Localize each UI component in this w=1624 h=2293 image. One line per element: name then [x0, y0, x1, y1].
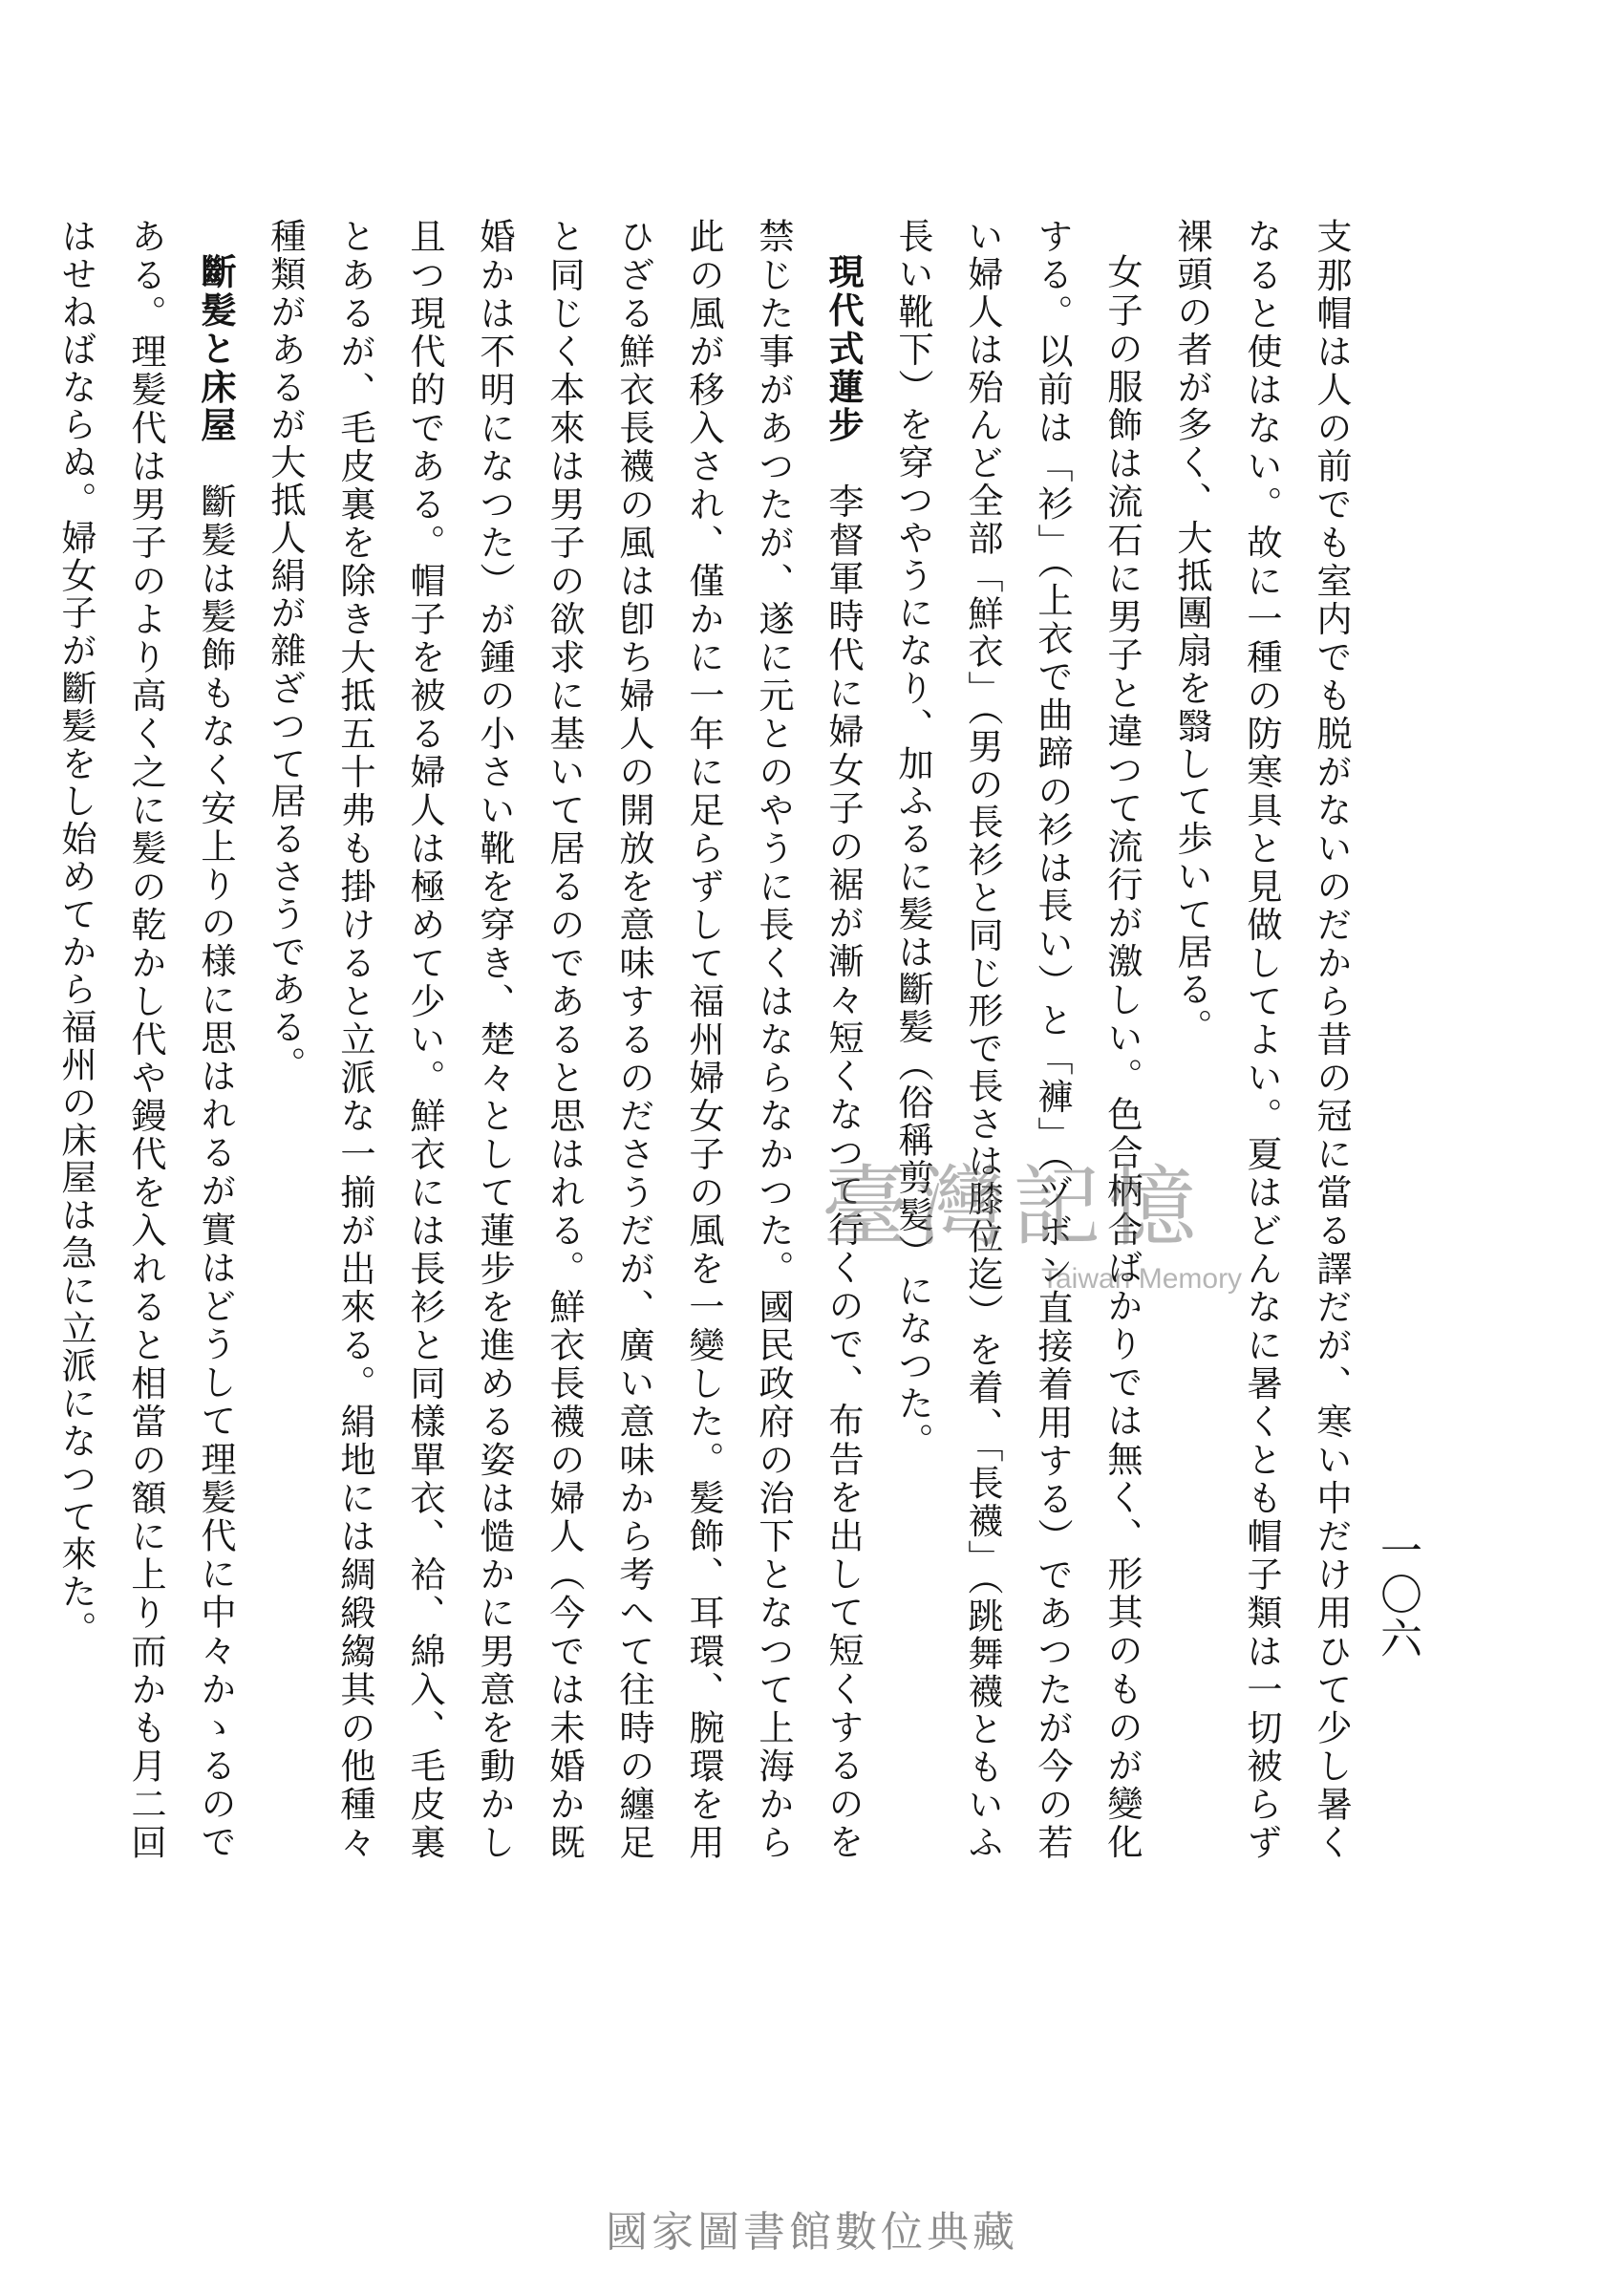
paragraph: 女子の服飾は流石に男子と違つて流行が激しい。色合柄合ばかりでは無く、形其のものが變化する。以前は「衫」（上衣で曲蹄の衫は長い）と「褲」（ヅボン直接着用する）であつたが今の若い婦人は殆んど全部「鮮衣」（男の長衫と同じ形で長さは膝位迄）を着、「長襪」（跳舞襪ともいふ長い靴下）を穿つやうになり、加ふるに髪は斷髪（俗稱剪髪）になつた。	[892, 218, 1143, 1861]
paragraph: 現代式蓮步 李督軍時代に婦女子の裾が漸々短くなつて行くので、布告を出して短くするのを禁じた事があつたが、遂に元とのやうに長くはならなかつた。國民政府の治下となつて上海から此の風が移入され、僅かに一年に足らずして福州婦女子の風を一變した。髪飾、耳環、腕環を用ひざる鮮衣長襪の風は卽ち婦人の開放を意味するのださうだが、廣い意味から考へて往時の纏足と同じく本來は男子の欲求に基いて居るのであると思はれる。鮮衣長襪の婦人（今では未婚か既婚かは不明になつた）が鍾の小さい靴を穿き、楚々として蓮步を進める姿は慥かに男意を動かし且つ現代的である。帽子を被る婦人は極めて少い。鮮衣には長衫と同樣單衣、袷、綿入、毛皮裏とあるが、毛皮裏を除き大抵五十弗も掛けると立派な一揃が出來る。絹地には綢緞縐其の他種々種類があるが大抵人絹が雜ざつて居るさうである。	[265, 218, 865, 1861]
page-number: 一〇六	[1373, 1529, 1421, 1661]
paragraph: 支那帽は人の前でも室内でも脱がないのだから昔の冠に當る譯だが、寒い中だけ用ひて少し暑くなると使はない。故に一種の防寒具と見做してよい。夏はどんなに暑くとも帽子類は一切被らず裸頭の者が多く、大抵團扇を翳して歩いて居る。	[1171, 218, 1353, 1861]
paragraph: 斷髪と床屋 斷髪は髪飾もなく安上りの様に思はれるが實はどうして理髪代に中々かゝるのである。理髪代は男子のより高く之に髪の乾かし代や鏝代を入れると相當の額に上り而かも月二回はせねばならぬ。婦女子が斷髪をし始めてから福州の床屋は急に立派になつて來た。	[55, 218, 237, 1861]
watermark-logo	[822, 1137, 1318, 1309]
watermark-subtitle: Taiwan Memory	[1041, 1263, 1243, 1295]
section-heading: 現代式蓮步	[823, 253, 865, 445]
watermark-text: 臺灣記憶	[822, 1156, 1205, 1258]
footer-credit: 國家圖書館數位典藏	[606, 2208, 1018, 2257]
body-text	[55, 218, 1366, 1861]
section-heading: 斷髪と床屋	[195, 253, 237, 445]
